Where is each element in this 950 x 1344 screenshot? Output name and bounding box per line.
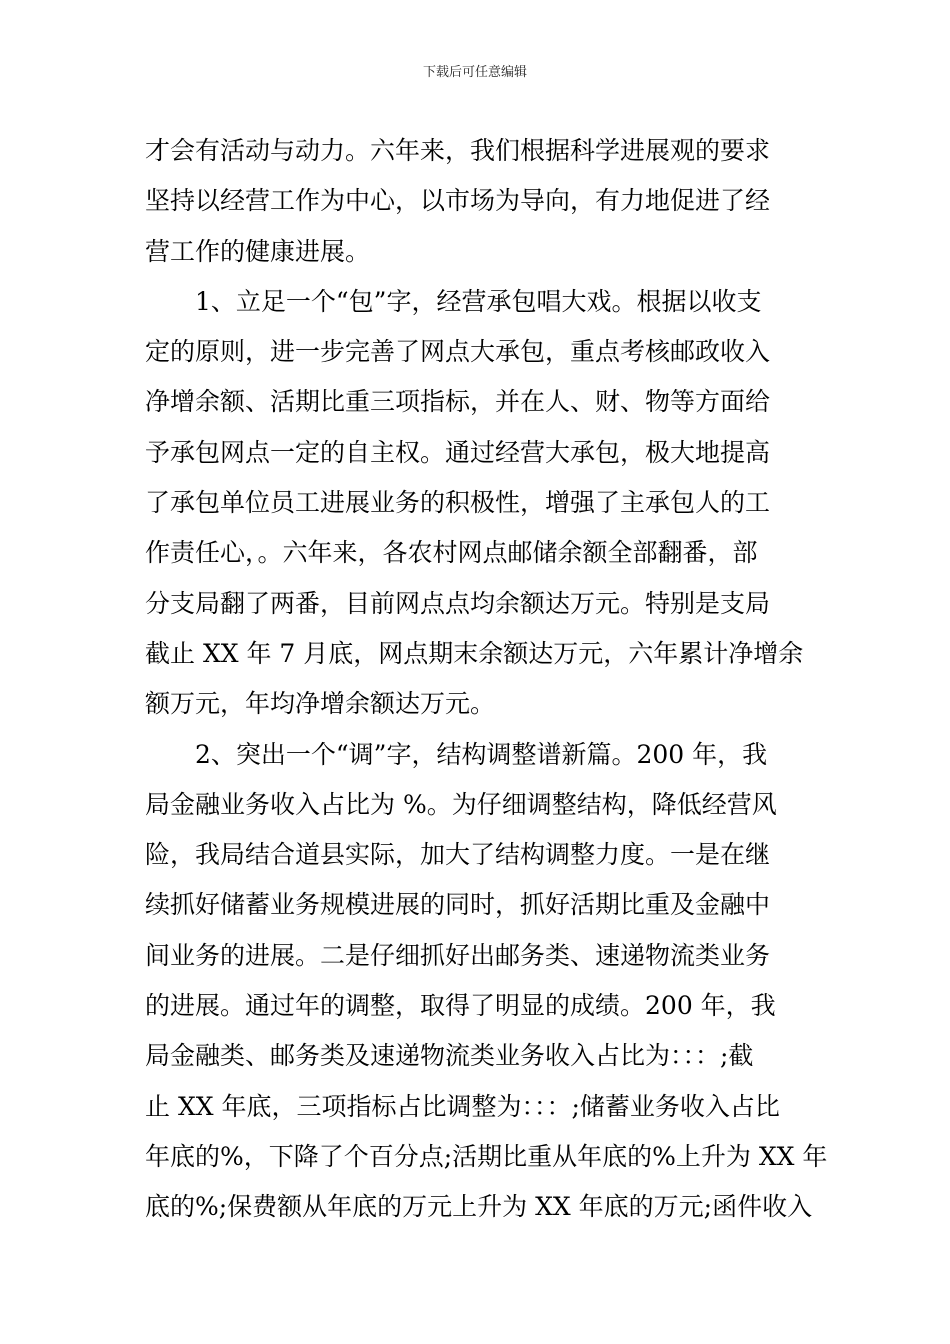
paragraph-start-line: 1、立足一个“包”字，经营承包唱大戏。根据以收支 (195, 286, 762, 316)
text-line: 分支局翻了两番，目前网点点均余额达万元。特别是支局 (145, 588, 771, 618)
text-line: 间业务的进展。二是仔细抓好出邮务类、速递物流类业务 (145, 940, 771, 970)
text-line: 作责任心，。六年来，各农村网点邮储余额全部翻番，部 (145, 538, 758, 568)
text-line: 局金融业务收入占比为 %。为仔细调整结构，降低经营风 (145, 789, 777, 819)
page-header: 下载后可任意编辑 (422, 65, 527, 80)
text-line: 止 XX 年底，三项指标占比调整为：：：;储蓄业务收入占比 (145, 1091, 780, 1121)
text-line: 额万元，年均净增余额达万元。 (145, 689, 496, 719)
text-line: 定的原则，进一步完善了网点大承包，重点考核邮政收入 (145, 337, 771, 367)
text-line: 年底的%，下降了个百分点;活期比重从年底的%上升为 XX 年 (145, 1141, 828, 1171)
text-line: 底的%;保费额从年底的万元上升为 XX 年底的万元;函件收入 (145, 1192, 813, 1222)
text-line: 的进展。通过年的调整，取得了明显的成绩。200 年，我 (145, 991, 776, 1021)
text-line: 局金融类、邮务类及速递物流类业务收入占比为：：：;截 (145, 1041, 754, 1071)
document-body (145, 128, 828, 1235)
text-line: 截止 XX 年 7 月底，网点期末余额达万元，六年累计净增余 (145, 638, 804, 668)
text-line: 营工作的健康进展。 (145, 236, 371, 266)
text-line: 净增余额、活期比重三项指标，并在人、财、物等方面给 (145, 387, 771, 417)
paragraph-start-line: 2、突出一个“调”字，结构调整谱新篇。200 年，我 (195, 739, 768, 769)
text-line: 了承包单位员工进展业务的积极性，增强了主承包人的工 (145, 488, 771, 518)
text-line: 才会有活动与动力。六年来，我们根据科学进展观的要求 (145, 136, 771, 165)
text-line: 予承包网点一定的自主权。通过经营大承包，极大地提高 (145, 437, 771, 467)
text-line: 坚持以经营工作为中心，以市场为导向，有力地促进了经 (145, 186, 771, 216)
text-line: 险，我局结合道县实际，加大了结构调整力度。一是在继 (145, 840, 771, 870)
text-line: 续抓好储蓄业务规模进展的同时，抓好活期比重及金融中 (145, 890, 771, 920)
